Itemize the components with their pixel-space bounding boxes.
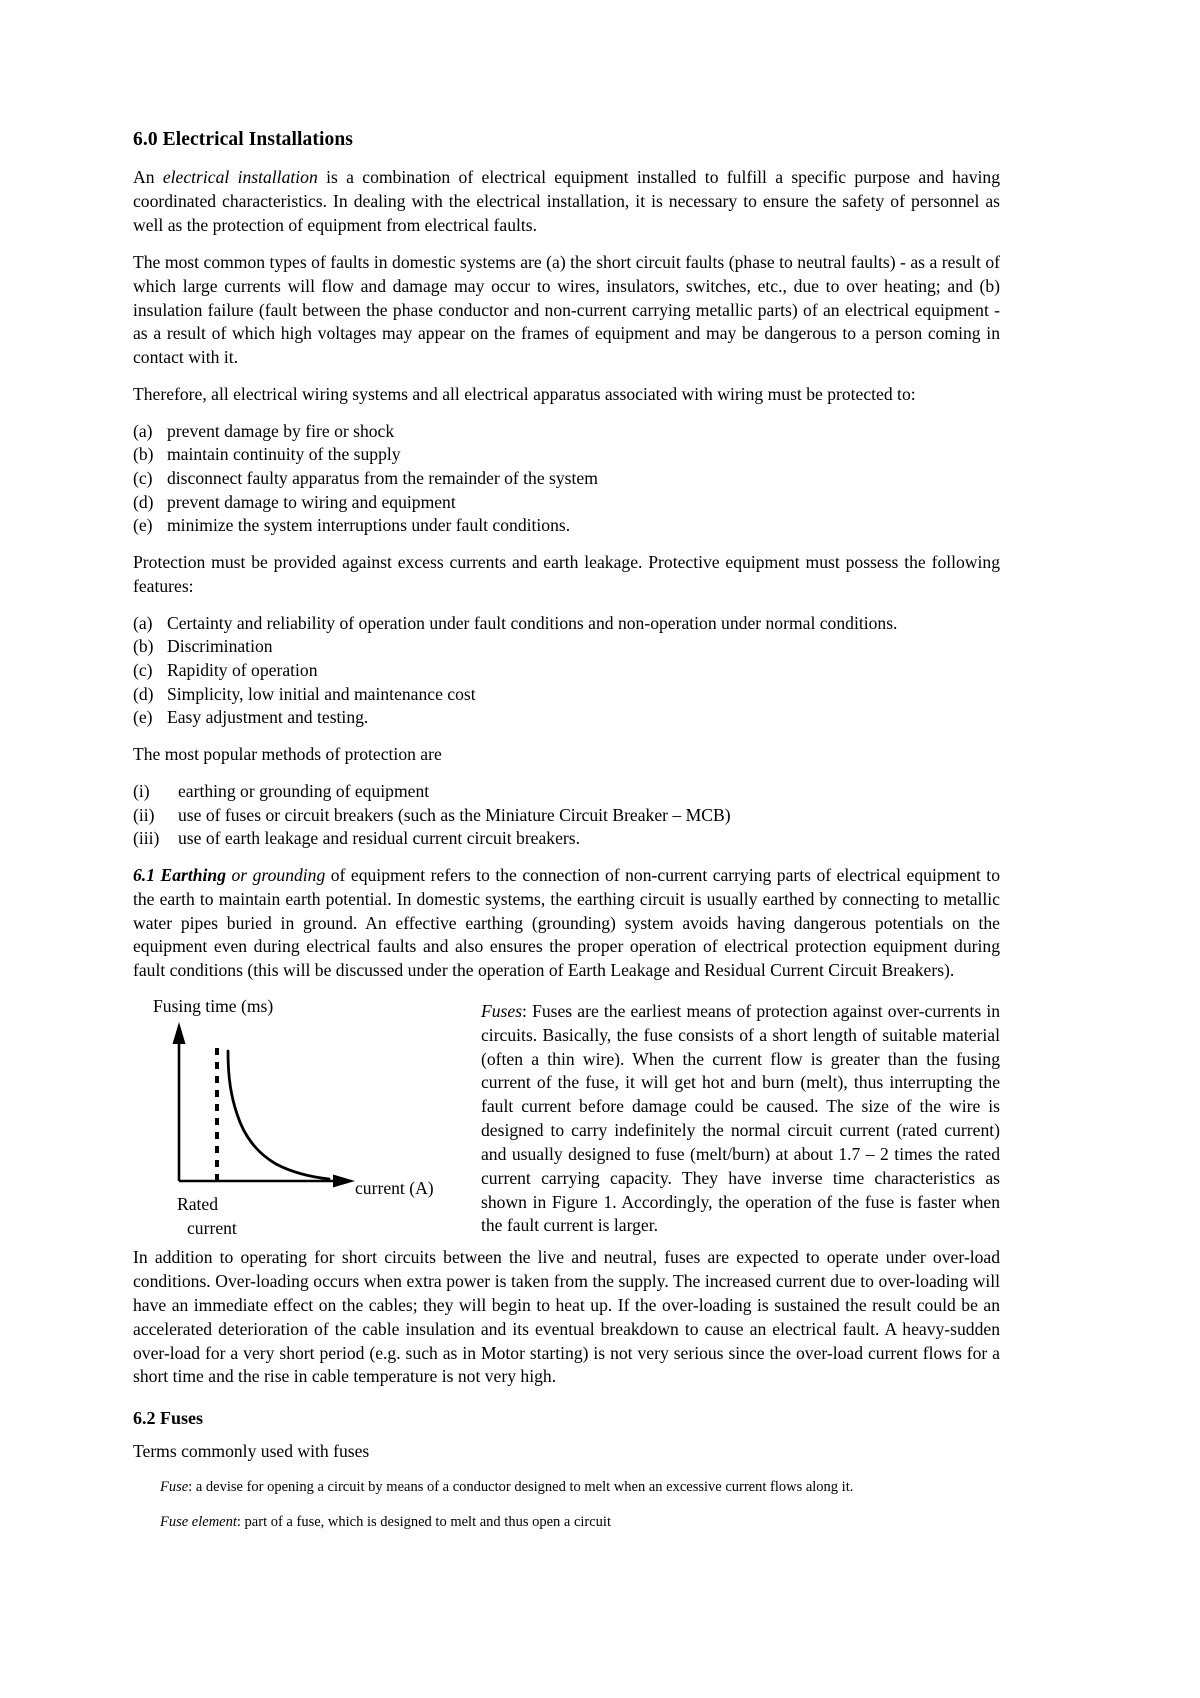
- list-marker: (i): [133, 780, 150, 801]
- list-item: [133, 827, 1000, 851]
- fuses-section-title: 6.2 Fuses: [133, 1408, 204, 1429]
- list-item-label: Discrimination: [167, 636, 273, 657]
- paragraph-overload: In addition to operating for short circuits between the live and neutral, fuses are expected to operate under over-load conditions. Over-loading occurs when extra power is taken from the supply. The increased current due to over-loading will have an immediate effect on the cables; they will begin to heat up. If the over-loading is sustained the result could be an accelerated deterioration of the cable insulation and its eventual breakdown to cause an electrical fault. A heavy-sudden over-load for a very short period (e.g. such as in Motor starting) is not very serious since the over-load current flows for a short time and the rise in cable temperature is not very high.: [133, 1247, 1000, 1387]
- list-item: [133, 612, 1000, 636]
- term-entry: [133, 1512, 1000, 1533]
- list-item-label: use of earth leakage and residual current circuit breakers.: [178, 828, 581, 849]
- chart-annotation-rated: Rated: [177, 1193, 219, 1214]
- list-item: [133, 706, 1000, 730]
- term-name: Fuse element: [160, 1513, 237, 1530]
- list-item-label: maintain continuity of the supply: [167, 444, 401, 465]
- intro-prefix: An: [133, 167, 163, 188]
- x-axis-arrowhead: [333, 1174, 355, 1187]
- fuse-terms-list: [133, 1477, 1000, 1533]
- earthing-italic-part: or grounding: [226, 864, 326, 885]
- list-marker: (c): [133, 468, 153, 489]
- list-item: [133, 659, 1000, 683]
- list-item: [133, 780, 1000, 804]
- term-entry: [133, 1477, 1000, 1498]
- earthing-body: of equipment refers to the connection of non-current carrying parts of electrical equipment to the earth to maintain earth potential. In domestic systems, the earthing circuit is usually earthed by connecting to metallic water pipes buried in ground. An effective earthing (grounding) system avoids having dangerous potentials on the equipment even during electrical faults and also ensures the proper operation of electrical protection equipment during fault conditions (this will be discussed under the operation of Earth Leakage and Residual Current Circuit Breakers).: [133, 864, 1000, 981]
- earthing-heading-inline: 6.1 Earthing: [133, 864, 226, 885]
- figure-fusing-time-vs-current: [133, 996, 1000, 1238]
- page-title: 6.0 Electrical Installations: [133, 129, 353, 150]
- list-item-label: minimize the system interruptions under fault conditions.: [167, 515, 571, 536]
- list-item-label: Easy adjustment and testing.: [167, 707, 369, 728]
- paragraph-intro: [133, 166, 1000, 237]
- protection-requirements-list: [133, 420, 1000, 538]
- list-marker: (a): [133, 612, 153, 633]
- list-item-label: Certainty and reliability of operation under fault conditions and non-operation under normal conditions.: [167, 612, 898, 633]
- list-item-label: prevent damage by fire or shock: [167, 420, 395, 441]
- paragraph-terms-intro: Terms commonly used with fuses: [133, 1440, 370, 1461]
- list-marker: (ii): [133, 804, 155, 825]
- list-item-label: prevent damage to wiring and equipment: [167, 491, 456, 512]
- list-item-label: use of fuses or circuit breakers (such as the Miniature Circuit Breaker – MCB): [178, 804, 731, 825]
- paragraph-earthing: [133, 864, 1000, 983]
- list-item: [133, 804, 1000, 828]
- list-marker: (d): [133, 683, 154, 704]
- protection-methods-list: [133, 780, 1000, 851]
- paragraph-therefore: Therefore, all electrical wiring systems and all electrical apparatus associated with wiring must be protected to:: [133, 384, 916, 404]
- list-marker: (a): [133, 420, 153, 441]
- term-definition: : a devise for opening a circuit by means of a conductor designed to melt when an excessive current flows along it.: [188, 1478, 854, 1495]
- list-marker: (e): [133, 707, 153, 728]
- paragraph-methods-intro: The most popular methods of protection are: [133, 744, 442, 765]
- paragraph-faults: The most common types of faults in domestic systems are (a) the short circuit faults (phase to neutral faults) - as a result of which large currents will flow and damage may occur to wires, insulators, switches, etc., due to over heating; and (b) insulation failure (fault between the phase conductor and non-current carrying metallic parts) of an electrical equipment - as a result of which high voltages may appear on the frames of equipment and may be dangerous to a person coming in contact with it.: [133, 251, 1000, 368]
- list-item-label: Rapidity of operation: [167, 660, 318, 681]
- fuses-description-text: : Fuses are the earliest means of protection against over-currents in circuits. Basically, the fuse consists of a short length of suitable material (often a thin wire). When the current flow is greater than the fusing current of the fuse, it will get hot and burn (melt), thus interrupting the fault current before damage could be caused. The size of the wire is designed to carry indefinitely the normal circuit current (rated current) and usually designed to fuse (melt/burn) at about 1.7 – 2 times the rated current carrying capacity. They have inverse time characteristics as shown in Figure 1. Accordingly, the operation of the fuse is faster when the fault current is larger.: [481, 1000, 1000, 1236]
- list-marker: (c): [133, 660, 153, 681]
- list-item: [133, 514, 1000, 538]
- intro-emphasis: electrical installation: [162, 167, 318, 188]
- list-item-label: disconnect faulty apparatus from the remainder of the system: [167, 468, 598, 489]
- chart-ylabel: Fusing time (ms): [153, 995, 274, 1016]
- fuses-description-paragraph: [481, 996, 1000, 1238]
- protective-features-list: [133, 612, 1000, 730]
- list-item: [133, 443, 1000, 467]
- term-definition: : part of a fuse, which is designed to melt and thus open a circuit: [236, 1513, 611, 1530]
- term-name: Fuse: [160, 1478, 189, 1495]
- fusing-time-curve: [228, 1051, 329, 1179]
- document-body: [133, 128, 1000, 1533]
- figure-graphic: [133, 995, 481, 1238]
- list-marker: (b): [133, 636, 154, 657]
- chart-svg: [133, 996, 481, 1234]
- list-item-label: Simplicity, low initial and maintenance cost: [167, 683, 476, 704]
- list-marker: (iii): [133, 828, 160, 849]
- list-marker: (d): [133, 491, 154, 512]
- list-item-label: earthing or grounding of equipment: [178, 780, 430, 801]
- list-item: [133, 420, 1000, 444]
- list-item: [133, 467, 1000, 491]
- chart-xlabel: current (A): [355, 1177, 434, 1198]
- list-item: [133, 491, 1000, 515]
- list-marker: (e): [133, 515, 153, 536]
- intro-rest: is a combination of electrical equipment installed to fulfill a specific purpose and having coordinated characteristics. In dealing with the electrical installation, it is necessary to ensure the safety of personnel as well as the protection of equipment from electrical faults.: [133, 167, 1000, 236]
- paragraph-protection-features-intro: Protection must be provided against excess currents and earth leakage. Protective equipment must possess the following features:: [133, 552, 1000, 596]
- y-axis-arrowhead: [173, 1022, 186, 1044]
- chart-annotation-current: current: [187, 1217, 237, 1238]
- list-item: [133, 635, 1000, 659]
- fuses-label: Fuses: [481, 1000, 523, 1021]
- list-marker: (b): [133, 444, 154, 465]
- list-item: [133, 683, 1000, 707]
